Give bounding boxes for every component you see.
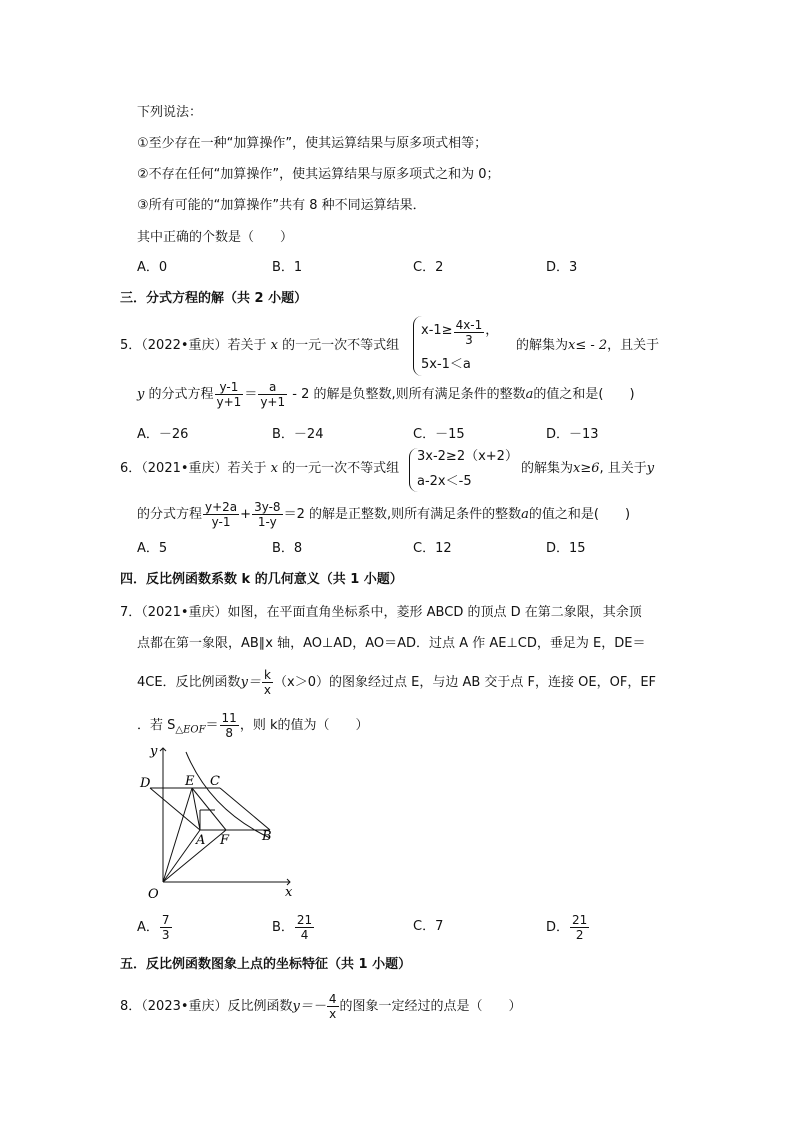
- q6-ineq-2: a-2x＜-5: [417, 474, 472, 489]
- q4-question: 其中正确的个数是（ ）: [137, 230, 294, 245]
- q6-option-d[interactable]: D．15: [546, 541, 586, 556]
- q6-line1-tail: 的解集为x≥6, 且关于y: [521, 461, 655, 476]
- q4-statement-2: ②不存在任何“加算操作”，使其运算结果与原多项式之和为 0；: [137, 167, 500, 182]
- q7-line2: 点都在第一象限，AB∥x 轴，AO⊥AD，AO＝AD．过点 A 作 AE⊥CD，垂足为 E，DE＝: [137, 636, 646, 651]
- fig-label-b: B: [262, 829, 272, 844]
- q5-ineq-2: 5x-1＜a: [421, 357, 471, 372]
- q5-line2: y 的分式方程 $\frac{y-1}{y+1}$ ＝ $\frac{a}{y+1}$ - 2 的解是负整数,则所有满足条件的整数a的值之和是( ): [137, 380, 635, 409]
- q6-line1: 6．（2021•重庆）若关于 x 的一元一次不等式组: [120, 461, 400, 476]
- fig-label-x: x: [285, 885, 293, 900]
- fig-label-d: D: [140, 776, 151, 791]
- q4-option-b[interactable]: B．1: [272, 260, 303, 275]
- fig-label-f: F: [220, 833, 230, 848]
- q5-line1: [120, 337, 399, 355]
- q4-option-a[interactable]: A．0: [137, 260, 168, 275]
- q5-line1-tail: 的解集为x≤ - 2，且关于: [516, 338, 660, 353]
- q7-option-c[interactable]: C．7: [413, 919, 444, 934]
- q6-line2: 的分式方程 $\frac{y+2a}{y-1}$ + $\frac{3y-8}{1-y}$ ＝2 的解是正整数,则所有满足条件的整数a的值之和是( ): [137, 500, 631, 529]
- q4-option-d[interactable]: D．3: [546, 260, 578, 275]
- q4-statement-3: ③所有可能的“加算操作”共有 8 种不同运算结果．: [137, 198, 426, 213]
- q6-option-b[interactable]: B．8: [272, 541, 303, 556]
- q6-option-a[interactable]: A．5: [137, 541, 168, 556]
- fig-label-y: y: [150, 744, 158, 759]
- q5-var-x: x: [270, 338, 279, 353]
- fig-label-o: O: [148, 887, 159, 900]
- q4-statement-1: ①至少存在一种“加算操作”，使其运算结果与原多项式相等；: [137, 136, 488, 151]
- q4-option-c[interactable]: C．2: [413, 260, 444, 275]
- q4-intro: 下列说法：: [137, 105, 203, 120]
- q7-option-b[interactable]: B． $\frac{21}{4}$: [272, 913, 313, 942]
- section-4-title: 四．反比例函数系数 k 的几何意义（共 1 小题）: [120, 572, 403, 587]
- q5-option-d[interactable]: D．－13: [546, 427, 599, 442]
- q5-ineq-1: x-1≥ $\frac{4x-1}{3}$ ，: [421, 318, 499, 347]
- q5-option-c[interactable]: C．－15: [413, 427, 465, 442]
- fig-label-e: E: [185, 774, 195, 789]
- section-5-title: 五．反比例函数图象上点的坐标特征（共 1 小题）: [120, 957, 412, 972]
- q7-option-a[interactable]: A． $\frac{7}{3}$: [137, 913, 170, 942]
- q6-option-c[interactable]: C．12: [413, 541, 452, 556]
- q7-line1: 7．（2021•重庆）如图，在平面直角坐标系中，菱形 ABCD 的顶点 D 在第二象限，其余顶: [120, 605, 642, 620]
- q7-figure: [130, 740, 300, 900]
- q8-line: 8．（2023•重庆）反比例函数y＝－ $\frac{4}{x}$ 的图象一定经过的点是（ ）: [120, 992, 522, 1021]
- q5-option-a[interactable]: A．－26: [137, 427, 189, 442]
- q5-option-b[interactable]: B．－24: [272, 427, 324, 442]
- q5-prefix: 5．（2022•重庆）若关于: [120, 338, 267, 353]
- fig-label-c: C: [210, 774, 220, 789]
- q6-ineq-1: 3x-2≥2（x+2）: [417, 449, 518, 464]
- fig-label-a: A: [196, 833, 206, 848]
- section-3-title: 三．分式方程的解（共 2 小题）: [120, 291, 308, 306]
- q7-line3: 4CE．反比例函数y＝ $\frac{k}{x}$ （x＞0）的图象经过点 E，与边 AB 交于点 F，连接 OE，OF，EF: [137, 668, 657, 697]
- q7-option-d[interactable]: D． $\frac{21}{2}$: [546, 913, 588, 942]
- q7-line4: ．若 $S_{\triangle EOF}=$ $\frac{11}{8}$ ，则 k的值为（ ）: [137, 711, 369, 740]
- q5-mid: 的一元一次不等式组: [282, 338, 400, 353]
